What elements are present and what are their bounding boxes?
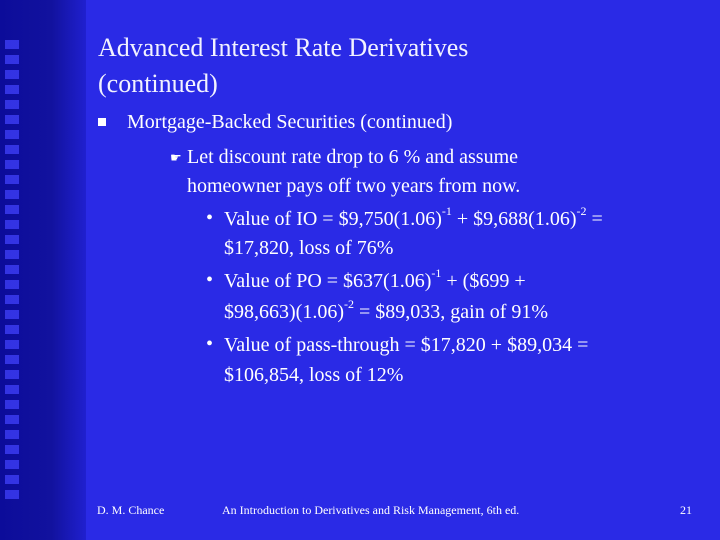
io-exponent-1: -1 (441, 204, 452, 219)
pt-line-2: $106,854, loss of 12% (224, 364, 404, 386)
footer-page-number: 21 (680, 503, 692, 517)
io-line-1 (224, 204, 603, 231)
title-line-2: (continued) (98, 69, 218, 98)
io-text-c: = (586, 208, 603, 230)
po-line-1 (224, 266, 526, 293)
dot-bullet-icon: • (206, 207, 214, 229)
po-text-c: $98,663)(1.06) (224, 301, 344, 323)
po-exponent-2: -2 (343, 297, 354, 312)
title-line-1: Advanced Interest Rate Derivatives (98, 33, 469, 62)
footer-book-title: An Introduction to Derivatives and Risk Management, 6th ed. (222, 503, 520, 517)
decorative-squares (5, 40, 19, 500)
pointing-hand-icon: ☛ (170, 150, 182, 165)
po-line-2 (224, 297, 549, 324)
pt-line-1: Value of pass-through = $17,820 + $89,034 = (224, 334, 589, 356)
io-text-a: Value of IO = $9,750(1.06) (224, 208, 442, 230)
dot-bullet-icon: • (206, 269, 214, 291)
po-text-a: Value of PO = $637(1.06) (224, 270, 432, 292)
square-bullet-icon (98, 118, 106, 126)
sub-bullet-line-2: homeowner pays off two years from now. (187, 175, 521, 197)
po-text-b: + ($699 + (441, 270, 526, 292)
bullet-mbs: Mortgage-Backed Securities (continued) (127, 111, 453, 133)
dot-bullet-icon: • (206, 333, 214, 355)
slide-title (98, 30, 698, 102)
footer-author: D. M. Chance (97, 503, 165, 517)
po-text-d: = $89,033, gain of 91% (353, 301, 549, 323)
io-text-b: + $9,688(1.06) (451, 208, 577, 230)
left-decorative-band (0, 0, 86, 540)
io-exponent-2: -2 (576, 204, 587, 219)
po-exponent-1: -1 (431, 266, 442, 281)
io-line-2: $17,820, loss of 76% (224, 237, 394, 259)
sub-bullet-line-1: Let discount rate drop to 6 % and assume (187, 146, 519, 168)
